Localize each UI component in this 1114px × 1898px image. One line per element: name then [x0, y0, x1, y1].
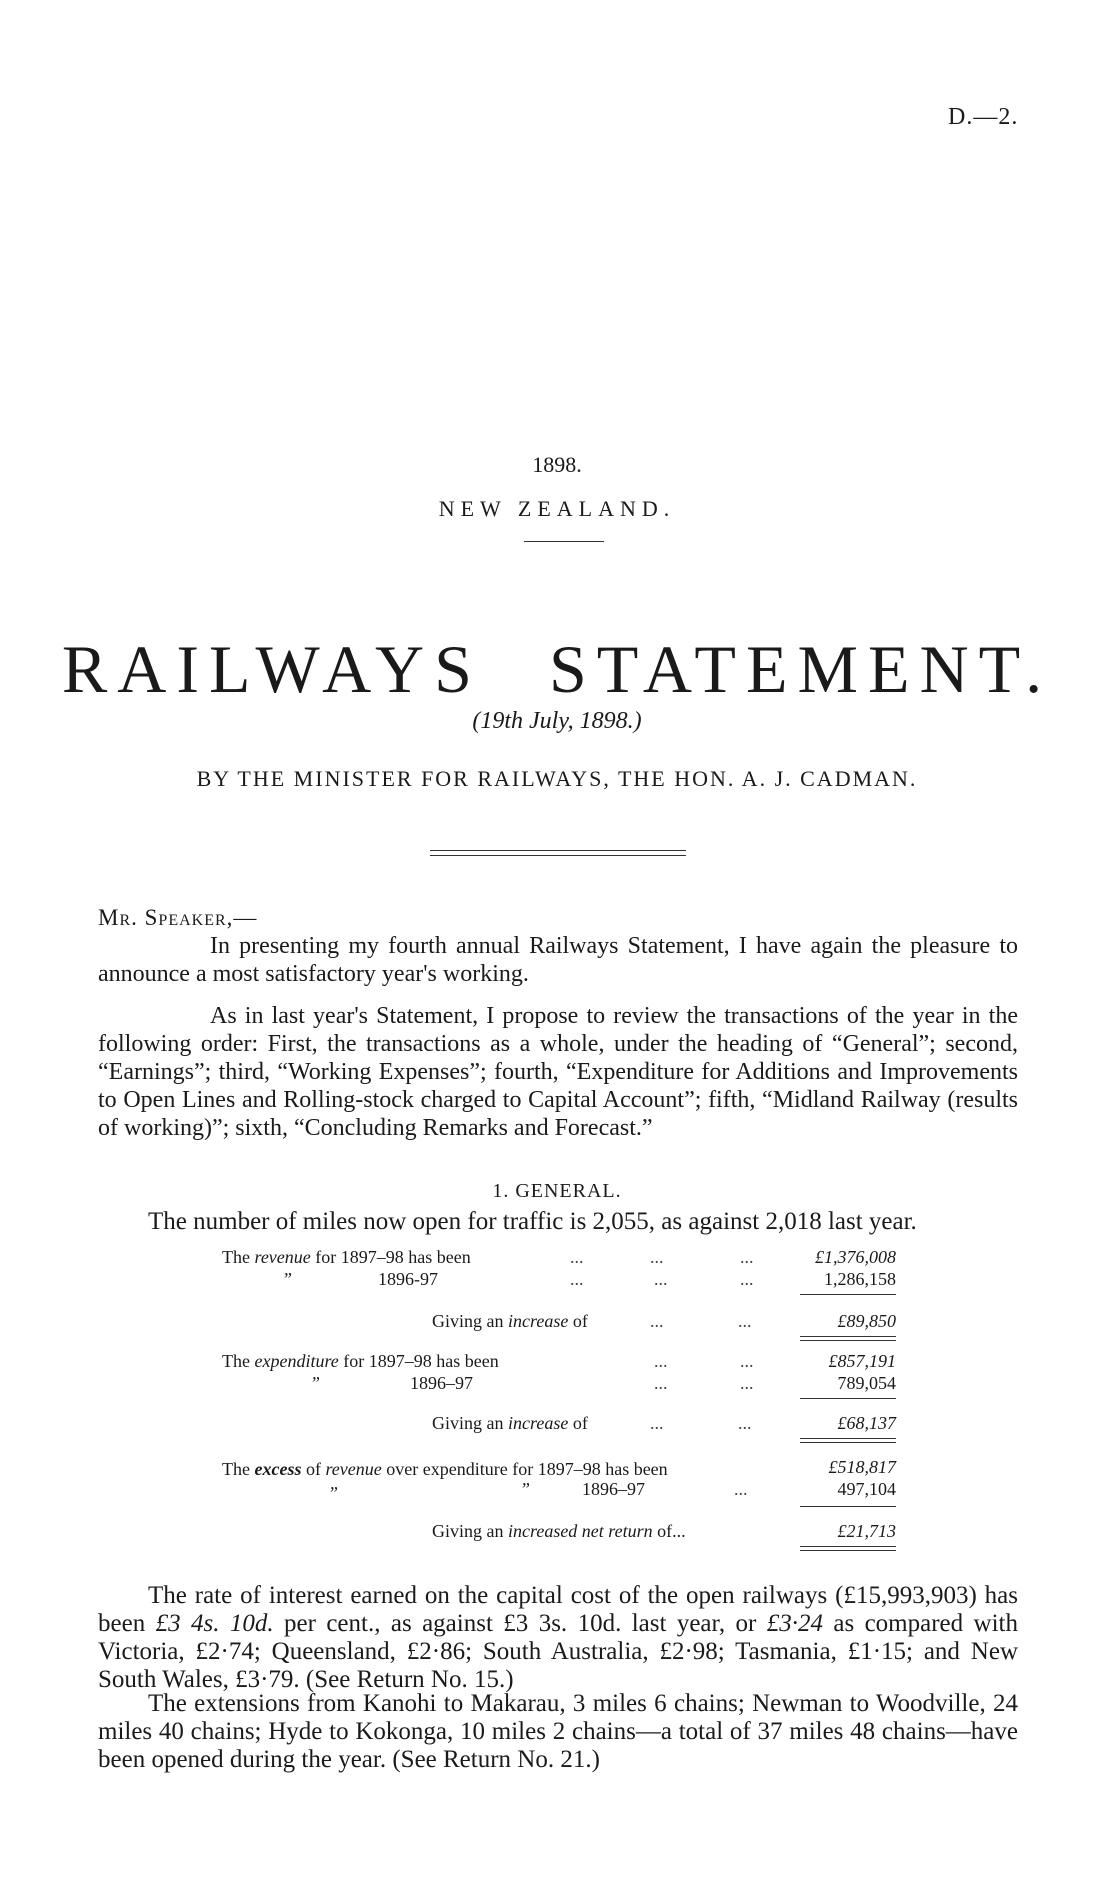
country-heading: NEW ZEALAND. [438, 496, 676, 521]
interest-paragraph: The rate of interest earned on the capital cost of the open railways (£15,993,903) has been £3 4s. 10d. per cent., as against £3 3s. 10d. last year, or £3·24 as compared with Victoria, £2·74; Queensland, £2·86; South Australia, £2·98; Tasmania, £1·15; and New South Wales, £3·79. (See Return No. 15.) [98, 1582, 1018, 1693]
document-title: RAILWAYS STATEMENT. [61, 631, 1053, 707]
document-year: 1898. [532, 452, 582, 477]
excess-increase-label: Giving an increased net return of... [432, 1521, 686, 1541]
sum-rule [800, 1294, 896, 1295]
document-byline: BY THE MINISTER FOR RAILWAYS, THE HON. A. J. CADMAN. [196, 766, 918, 791]
revenue-increase-amount: £89,850 [837, 1311, 896, 1331]
expenditure-current-label: The expenditure for 1897–98 has been [222, 1351, 499, 1371]
ditto-mark: ” [520, 1479, 531, 1499]
ditto-mark: ” [282, 1269, 293, 1289]
leader-dots: ... [570, 1269, 584, 1289]
excess-previous-label: 1896–97 [582, 1479, 645, 1499]
intro-paragraph-2: As in last year's Statement, I propose to review the transactions of the year in the following order: First, the transactions as a whole, under the heading of “General”; second, “Earnings”; third, “Working Expenses”; fourth, “Expenditure for Additions and Improvements to Open Lines and Rolling-stock charged to Capital Account”; fifth, “Midland Railway (results of working)”; sixth, “Concluding Remarks and Forecast.” [98, 1003, 1018, 1141]
section-heading-general: 1. GENERAL. [492, 1180, 622, 1202]
short-divider [524, 541, 604, 542]
miles-open-statement: The number of miles now open for traffic is 2,055, as against 2,018 last year. [148, 1208, 917, 1235]
leader-dots: ... [738, 1311, 752, 1331]
revenue-current-amount: £1,376,008 [815, 1247, 896, 1267]
leader-dots: ... [738, 1413, 752, 1433]
revenue-previous-amount: 1,286,158 [824, 1269, 896, 1289]
intro-paragraph-1: In presenting my fourth annual Railways Statement, I have again the pleasure to announce a most satisfactory year's working. [98, 933, 1018, 987]
document-date: (19th July, 1898.) [472, 708, 642, 734]
leader-dots: ... [650, 1247, 664, 1267]
excess-increase-amount: £21,713 [837, 1521, 896, 1541]
revenue-current-label: The revenue for 1897–98 has been [222, 1247, 471, 1267]
revenue-previous-label: 1896-97 [378, 1269, 438, 1289]
expenditure-increase-amount: £68,137 [837, 1413, 896, 1433]
excess-current-label: The excess of revenue over expenditure for 1897–98 has been [222, 1459, 668, 1479]
leader-dots: ... [654, 1373, 668, 1393]
sum-rule [800, 1506, 896, 1507]
leader-dots: ... [570, 1247, 584, 1267]
leader-dots: ... [740, 1269, 754, 1289]
leader-dots: ... [734, 1479, 748, 1499]
expenditure-previous-amount: 789,054 [837, 1373, 896, 1393]
leader-dots: ... [654, 1269, 668, 1289]
expenditure-current-amount: £857,191 [828, 1351, 896, 1371]
revenue-increase-label: Giving an increase of [432, 1311, 588, 1331]
leader-dots: ... [740, 1247, 754, 1267]
expenditure-increase-label: Giving an increase of [432, 1413, 588, 1433]
leader-dots: ... [650, 1413, 664, 1433]
salutation: Mr. Speaker,— [98, 905, 258, 930]
excess-current-amount: £518,817 [828, 1457, 896, 1477]
total-rule [800, 1336, 896, 1341]
double-divider [430, 850, 686, 856]
leader-dots: ... [740, 1373, 754, 1393]
ditto-mark: ” [328, 1483, 339, 1503]
leader-dots: ... [740, 1351, 754, 1371]
sum-rule [800, 1398, 896, 1399]
page-reference: D.—2. [948, 104, 1019, 130]
expenditure-previous-label: 1896–97 [410, 1373, 473, 1393]
leader-dots: ... [650, 1311, 664, 1331]
total-rule [800, 1546, 896, 1551]
leader-dots: ... [654, 1351, 668, 1371]
total-rule [800, 1438, 896, 1443]
excess-previous-amount: 497,104 [837, 1479, 896, 1499]
ditto-mark: ” [310, 1373, 321, 1393]
extensions-paragraph: The extensions from Kanohi to Makarau, 3 miles 6 chains; Newman to Woodville, 24 miles 40 chains; Hyde to Kokonga, 10 miles 2 chains—a total of 37 miles 48 chains—have been opened during the year. (See Return No. 21.) [98, 1690, 1018, 1773]
